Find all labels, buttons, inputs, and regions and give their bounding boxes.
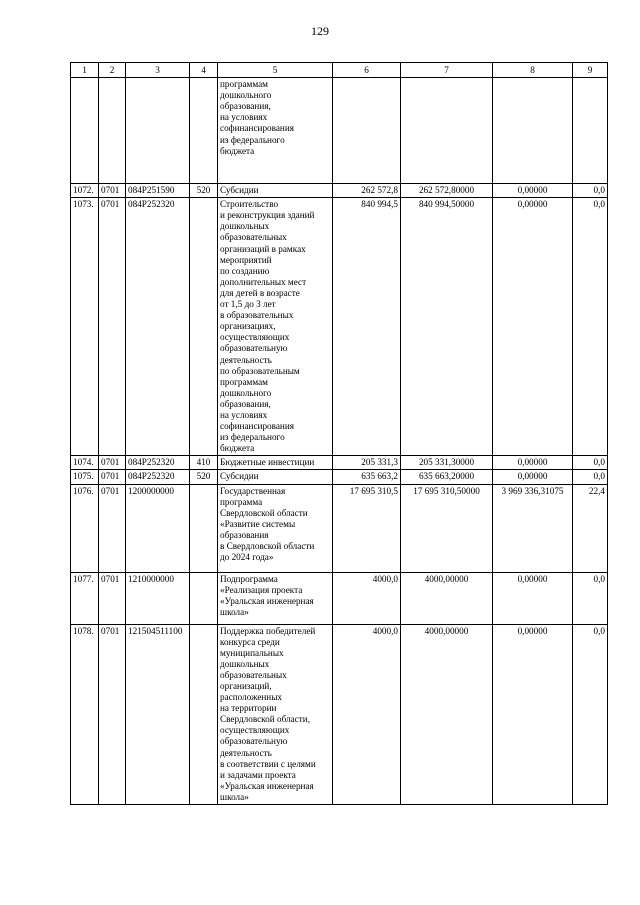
percent-cell: 0,0 [573, 198, 608, 456]
target-article-cell: 084P251590 [126, 184, 190, 198]
table-row [71, 624, 608, 805]
percent-cell: 0,0 [573, 470, 608, 484]
executed-cell: 4000,00000 [401, 572, 493, 624]
sum-cell: 0,00000 [493, 198, 573, 456]
row-number-cell: 1074. [71, 456, 99, 470]
column-header: 3 [126, 63, 190, 78]
table-row [71, 184, 608, 198]
sum-cell: 3 969 336,31075 [493, 484, 573, 572]
executed-cell: 635 663,20000 [401, 470, 493, 484]
column-header: 2 [99, 63, 126, 78]
description-cell: Субсидии [218, 184, 333, 198]
row-number-cell: 1076. [71, 484, 99, 572]
percent-cell: 0,0 [573, 184, 608, 198]
page-number: 129 [311, 24, 329, 38]
executed-cell: 4000,00000 [401, 624, 493, 805]
column-header: 8 [493, 63, 573, 78]
executed-cell: 840 994,50000 [401, 198, 493, 456]
sum-cell [493, 78, 573, 184]
column-header: 4 [190, 63, 218, 78]
column-header: 6 [333, 63, 401, 78]
sum-cell: 0,00000 [493, 572, 573, 624]
expense-type-cell [190, 484, 218, 572]
column-header: 5 [218, 63, 333, 78]
section-code-cell: 0701 [99, 470, 126, 484]
row-number-cell: 1073. [71, 198, 99, 456]
row-number-cell: 1075. [71, 470, 99, 484]
row-number-cell: 1077. [71, 572, 99, 624]
table-row [71, 198, 608, 456]
table-row [71, 484, 608, 572]
target-article-cell [126, 78, 190, 184]
expense-type-cell [190, 198, 218, 456]
description-cell: Субсидии [218, 470, 333, 484]
description-cell: Государственная программа Свердловской области «Развитие системы образования в Свердловской области до 2024 года» [218, 484, 333, 572]
section-code-cell: 0701 [99, 184, 126, 198]
expense-type-cell [190, 572, 218, 624]
target-article-cell: 121504511100 [126, 624, 190, 805]
budget-table [70, 62, 608, 805]
target-article-cell: 1200000000 [126, 484, 190, 572]
section-code-cell: 0701 [99, 484, 126, 572]
description-cell: Бюджетные инвестиции [218, 456, 333, 470]
table-row [71, 456, 608, 470]
description-cell: Поддержка победителей конкурса среди муниципальных дошкольных образовательных организаций, расположенных на территории Свердловской области, осуществляющих образовательную деятельность в соответствии с целями и задачами проекта «Уральская инженерная школа» [218, 624, 333, 805]
table-row [71, 572, 608, 624]
amount-cell: 4000,0 [333, 572, 401, 624]
description-cell: Строительство и реконструкция зданий дошкольных образовательных организаций в рамках мероприятий по созданию дополнительных мест для детей в возрасте от 1,5 до 3 лет в образовательных организациях, осуществляющих образовательную деятельность по образовательным программам дошкольного образования, на условиях софинансирования из федерального бюджета [218, 198, 333, 456]
percent-cell: 22,4 [573, 484, 608, 572]
description-cell: программам дошкольного образования, на условиях софинансирования из федерального бюджета [218, 78, 333, 184]
sum-cell: 0,00000 [493, 184, 573, 198]
target-article-cell: 084P252320 [126, 198, 190, 456]
row-number-cell: 1072. [71, 184, 99, 198]
amount-cell [333, 78, 401, 184]
target-article-cell: 1210000000 [126, 572, 190, 624]
expense-type-cell: 520 [190, 470, 218, 484]
expense-type-cell: 410 [190, 456, 218, 470]
section-code-cell: 0701 [99, 572, 126, 624]
sum-cell: 0,00000 [493, 624, 573, 805]
expense-type-cell: 520 [190, 184, 218, 198]
executed-cell: 262 572,80000 [401, 184, 493, 198]
section-code-cell: 0701 [99, 456, 126, 470]
percent-cell [573, 78, 608, 184]
amount-cell: 4000,0 [333, 624, 401, 805]
expense-type-cell [190, 78, 218, 184]
table-row [71, 78, 608, 184]
amount-cell: 840 994,5 [333, 198, 401, 456]
row-number-cell [71, 78, 99, 184]
expense-type-cell [190, 624, 218, 805]
percent-cell: 0,0 [573, 572, 608, 624]
amount-cell: 262 572,8 [333, 184, 401, 198]
percent-cell: 0,0 [573, 624, 608, 805]
executed-cell [401, 78, 493, 184]
amount-cell: 635 663,2 [333, 470, 401, 484]
percent-cell: 0,0 [573, 456, 608, 470]
section-code-cell: 0701 [99, 198, 126, 456]
executed-cell: 205 331,30000 [401, 456, 493, 470]
column-header: 1 [71, 63, 99, 78]
row-number-cell: 1078. [71, 624, 99, 805]
executed-cell: 17 695 310,50000 [401, 484, 493, 572]
table-header-row [71, 63, 608, 78]
column-header: 9 [573, 63, 608, 78]
amount-cell: 17 695 310,5 [333, 484, 401, 572]
sum-cell: 0,00000 [493, 470, 573, 484]
section-code-cell: 0701 [99, 624, 126, 805]
amount-cell: 205 331,3 [333, 456, 401, 470]
column-header: 7 [401, 63, 493, 78]
table-row [71, 470, 608, 484]
section-code-cell [99, 78, 126, 184]
description-cell: Подпрограмма «Реализация проекта «Уральская инженерная школа» [218, 572, 333, 624]
target-article-cell: 084P252320 [126, 456, 190, 470]
sum-cell: 0,00000 [493, 456, 573, 470]
target-article-cell: 084P252320 [126, 470, 190, 484]
